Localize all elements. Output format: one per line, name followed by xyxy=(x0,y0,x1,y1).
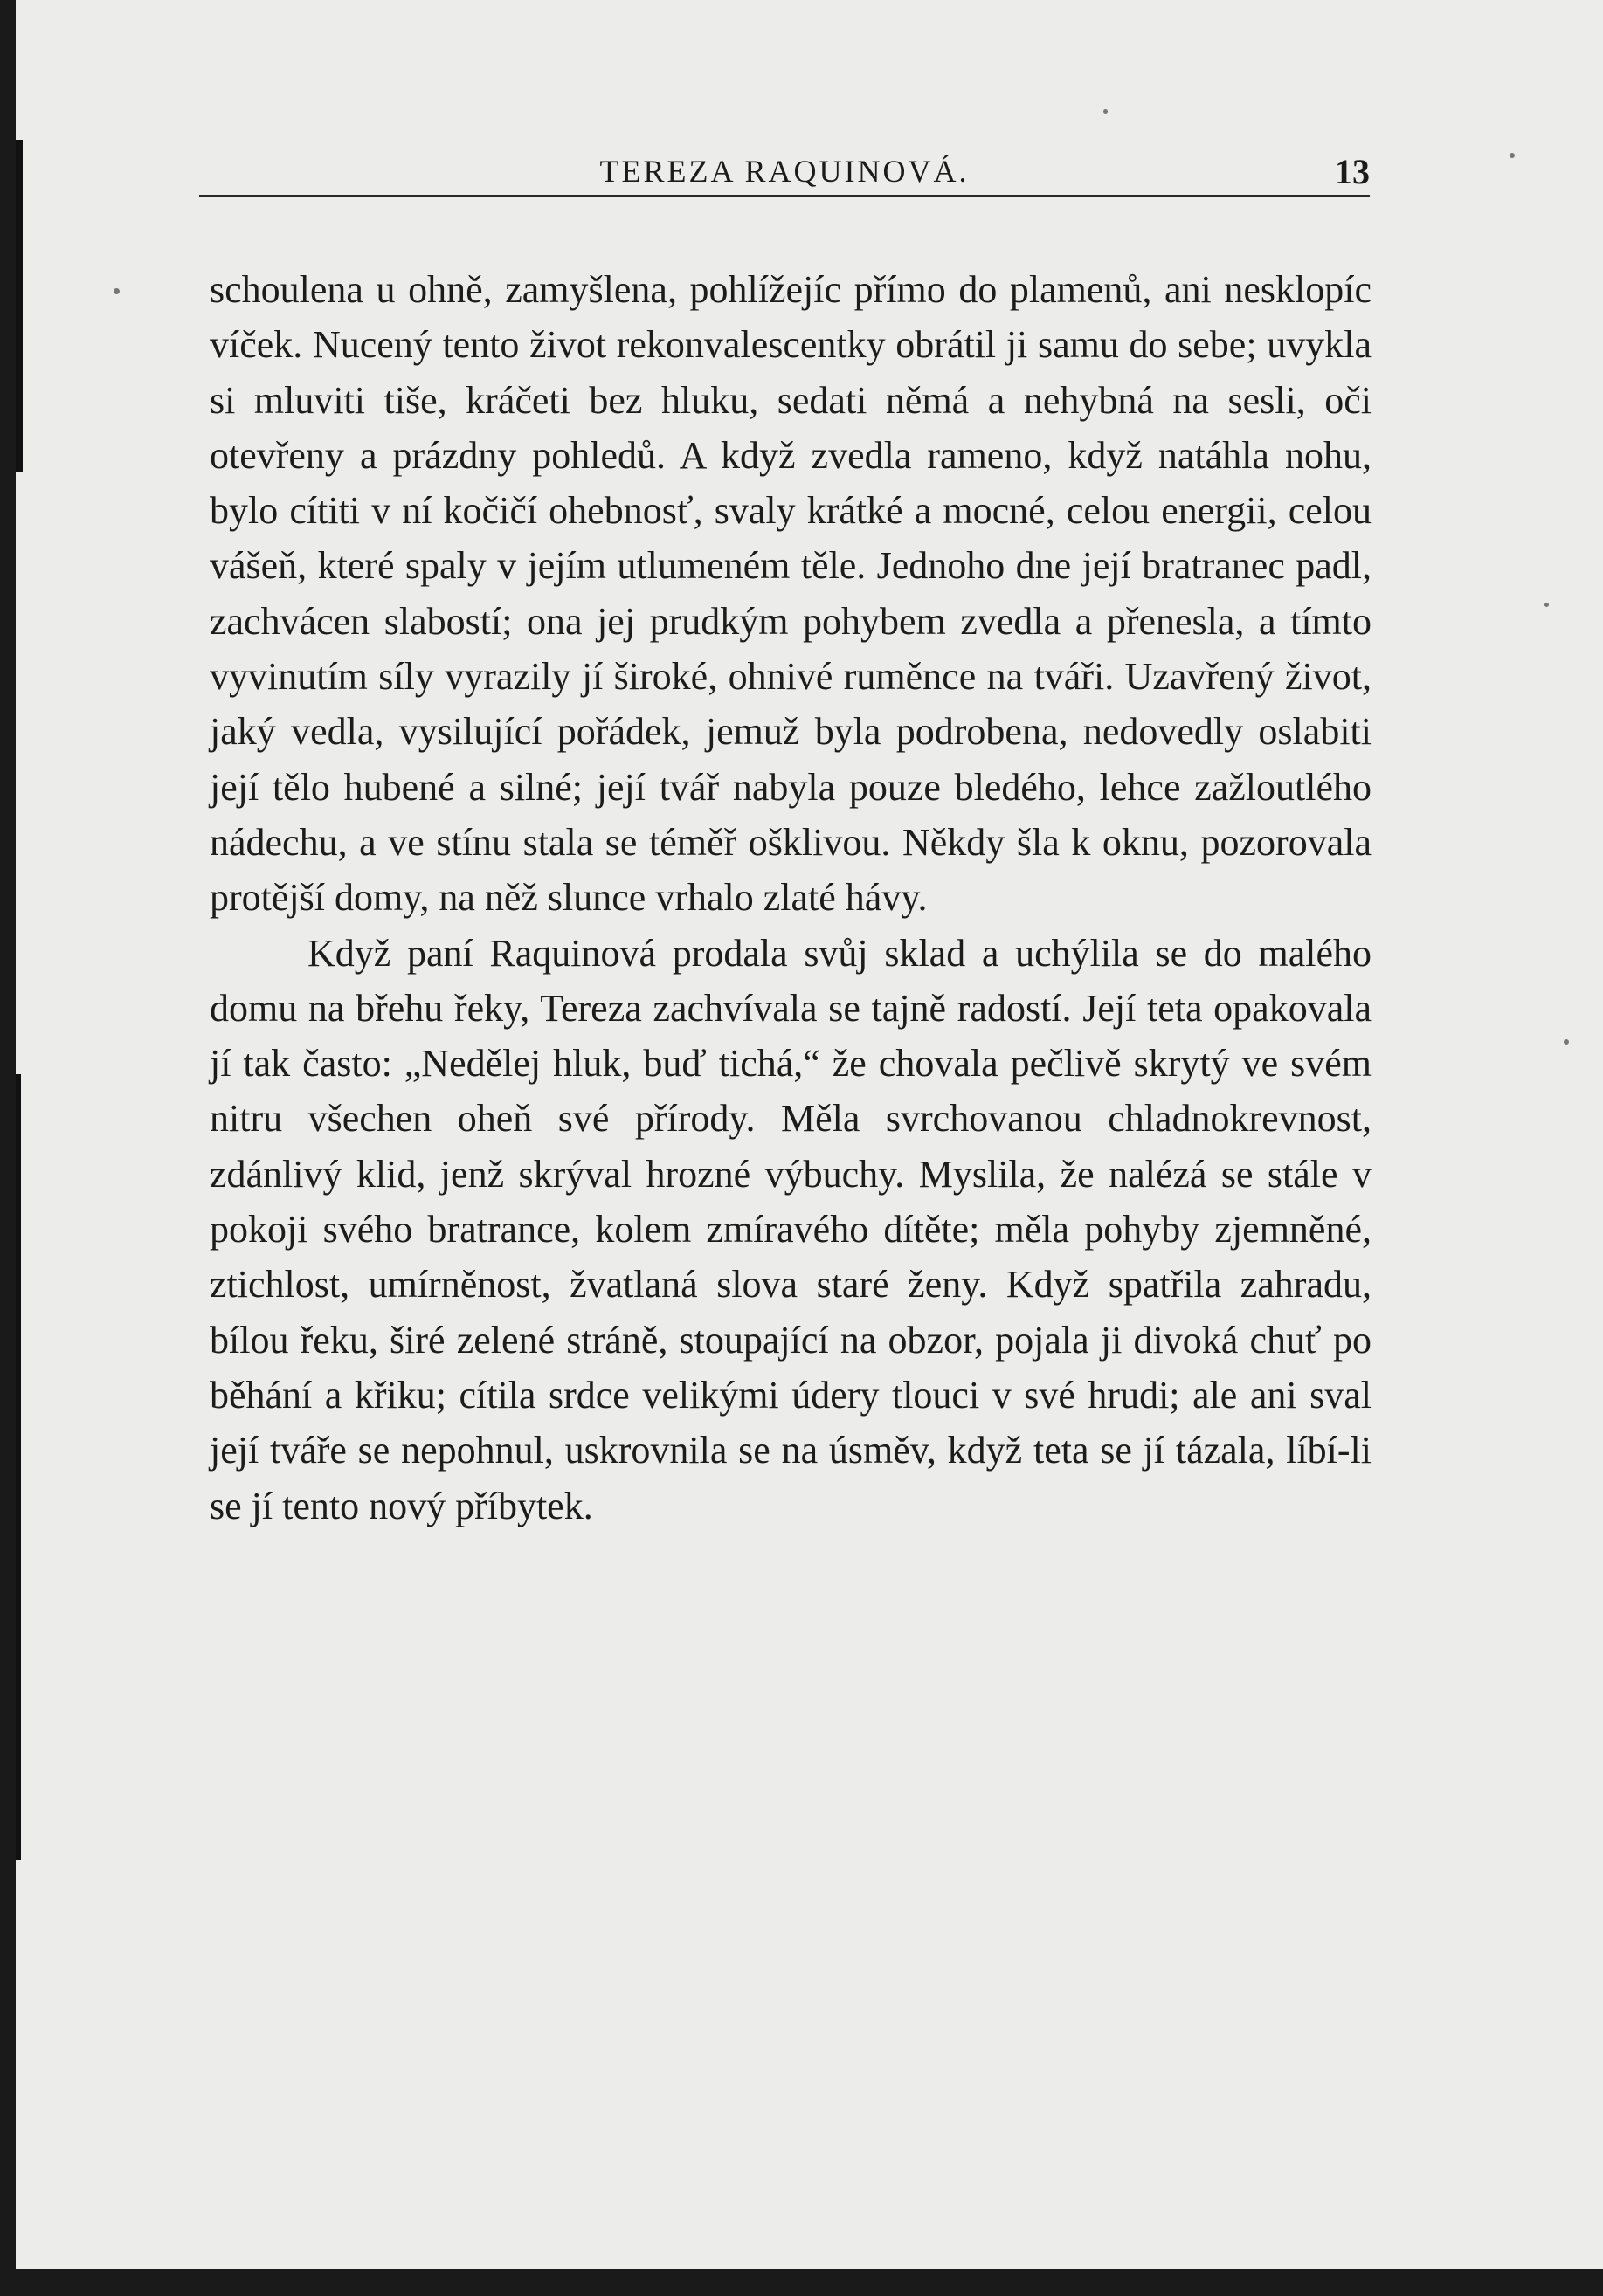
paper-speck xyxy=(114,288,120,294)
running-title: TEREZA RAQUINOVÁ. xyxy=(599,154,970,189)
book-page xyxy=(16,0,1603,2269)
paper-speck xyxy=(1510,153,1515,158)
paragraph: Když paní Raquinová prodala svůj sklad a uchýlila se do malého domu na břehu řeky, Tereza zachvívala se tajně radostí. Její teta opakovala jí tak často: „Nedělej hluk, buď tichá,“ že chovala pečlivě skrytý ve svém nitru všechen oheň své přírody. Měla svrchovanou chladnokrevnost, zdánlivý klid, jenž skrýval hrozné výbuchy. Myslila, že nalézá se stále v pokoji svého bratrance, kolem zmíravého dítěte; měla pohyby zjemněné, ztichlost, umírněnost, žvatlaná slova staré ženy. Když spatřila zahradu, bílou řeku, širé zelené stráně, stoupající na obzor, pojala ji divoká chuť po běhání a křiku; cítila srdce velikými údery tlouci v své hrudi; ale ani sval její tváře se nepohnul, uskrovnila se na úsměv, když teta se jí tázala, líbí-li se jí tento nový příbytek. xyxy=(210,931,1372,1527)
page-number: 13 xyxy=(1335,152,1370,191)
body-text xyxy=(210,262,1372,1534)
paragraph: schoulena u ohně, zamyšlena, pohlížejíc přímo do plamenů, ani nesklopíc víček. Nucený tento život rekonvalescentky obrátil ji samu do sebe; uvykla si mluviti tiše, kráčeti bez hluku, sedati němá a nehybná na sesli, oči otevřeny a prázdny pohledů. A když zvedla rameno, když natáhla nohu, bylo cítiti v ní kočičí ohebnosť, svaly krátké a mocné, celou energii, celou vášeň, které spaly v jejím utlumeném těle. Jednoho dne její bratranec padl, zachvácen slabostí; ona jej prudkým pohybem zvedla a přenesla, a tímto vyvinutím síly vyrazily jí široké, ohnivé ruměnce na tváři. Uzavřený život, jaký vedla, vysilující pořádek, jemuž byla podrobena, nedovedly oslabiti její tělo hubené a silné; její tvář nabyla pouze bledého, lehce zažloutlého nádechu, a ve stínu stala se téměř ošklivou. Někdy šla k oknu, pozorovala protější domy, na něž slunce vrhalo zlaté hávy. xyxy=(210,268,1372,920)
paper-speck xyxy=(1544,603,1549,607)
binding-edge-shadow xyxy=(16,1074,21,1860)
running-header xyxy=(199,144,1370,197)
paper-speck xyxy=(1564,1039,1569,1045)
paper-speck xyxy=(1103,109,1108,114)
binding-edge-shadow xyxy=(16,140,23,472)
